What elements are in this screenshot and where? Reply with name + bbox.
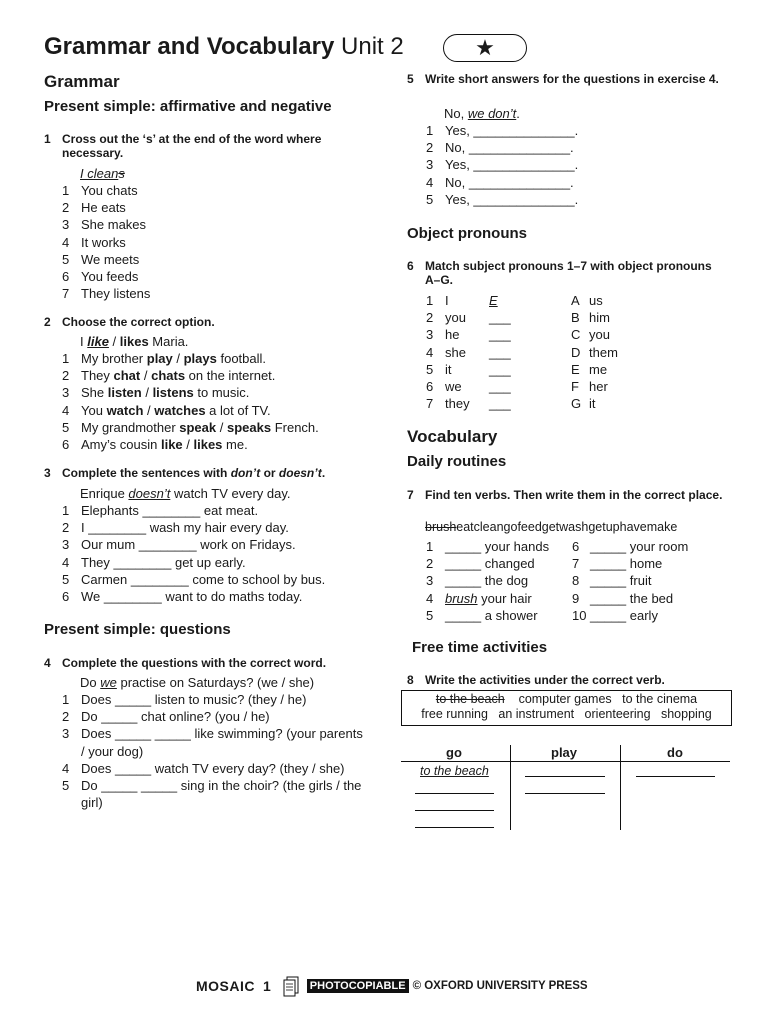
section-daily-routines: Daily routines [407,453,507,470]
column-header-play: play [551,745,578,760]
table-row: 7 they ___ G it [426,396,596,412]
exercise-1 [44,132,364,160]
footer [196,976,588,996]
list-item: 2 They chat / chats on the internet. [62,368,276,384]
table-row: 2 you ___ B him [426,310,610,326]
list-item: 4 No, ______________. [426,174,574,190]
title-unit: Unit 2 [341,33,404,60]
list-item: 7 _____ home [572,556,663,572]
list-item: 5 My grandmother speak / speaks French. [62,419,319,435]
exercise-4-list [62,691,363,811]
column-header-go: go [446,745,462,760]
list-item: 4 It works [62,234,126,250]
exercise-4-instruction: 4 Complete the questions with the correct word. [44,656,327,670]
exercise-4-example: Do we practise on Saturdays? (we / she) [80,675,315,690]
list-item: 3 Our mum ________ work on Fridays. [62,537,296,553]
list-item: 3 She listen / listens to music. [62,385,250,401]
section-object-pronouns: Object pronouns [407,225,527,242]
grammar-heading: Grammar [44,72,120,91]
list-item: girl) [81,795,103,811]
exercise-5-example: No, we don’t. [444,106,520,121]
table-header-rule [401,761,730,762]
list-item: 3 Does _____ _____ like swimming? (your parents [62,726,363,742]
list-item: / your dog) [81,743,144,759]
list-item: 1 Does _____ listen to music? (they / he) [62,692,307,707]
answer-line [415,827,494,828]
list-item: 1 Elephants ________ eat meat. [62,503,259,518]
photocopiable-label: PHOTOCOPIABLE [307,979,409,993]
exercise-3-instruction: 3 Complete the sentences with don’t or doesn’t. [44,466,326,480]
table-divider [510,745,511,830]
exercise-5-instruction: 5 Write short answers for the questions in exercise 4. [407,72,719,86]
list-item: 5 Yes, ______________. [426,191,579,207]
list-item: 3 She makes [62,217,147,233]
list-item: 6 Amy’s cousin like / likes me. [62,436,248,452]
list-item: 2 I ________ wash my hair every day. [62,520,289,536]
publisher-credit: © OXFORD UNIVERSITY PRESS [412,980,588,992]
exercise-1-example: I cleans [80,166,125,181]
exercise-3-example: Enrique doesn’t watch TV every day. [80,486,291,501]
page-title [44,33,404,61]
title-main: Grammar and Vocabulary [44,33,335,60]
list-item: 4 brush your hair [426,590,532,606]
exercise-7-instruction: 7 Find ten verbs. Then write them in the correct place. [407,488,723,502]
go-example-answer: to the beach [420,764,489,778]
list-item: 2 Do _____ chat online? (you / he) [62,709,270,725]
exercise-6-instruction: 6 Match subject pronouns 1–7 with object pronouns A–G. [407,259,712,287]
list-item: 5 Do _____ _____ sing in the choir? (the girls / the [62,777,362,793]
footer-brand: MOSAIC [196,978,255,994]
list-item: 5 We meets [62,251,140,267]
footer-level: 1 [263,978,271,994]
star-icon: ★ [475,35,495,60]
section-questions: Present simple: questions [44,621,231,638]
exercise-8-instruction: 8 Write the activities under the correct verb. [407,673,665,687]
list-item: 5 Carmen ________ come to school by bus. [62,571,326,587]
table-row: 3 he ___ C you [426,327,610,343]
list-item: 4 They ________ get up early. [62,554,246,570]
wordsearch-string: brusheatcleangofeedgetwashgetuphavemake [425,520,678,534]
answer-line [415,810,494,811]
table-row: 4 she ___ D them [426,344,618,360]
answer-line [636,776,715,777]
list-item: 6 You feeds [62,268,139,284]
list-item: 2 _____ changed [426,556,535,572]
answer-line [415,793,494,794]
activity-word-box: to the beach computer games to the cinema free running an instrument orienteering shopping [401,690,732,726]
list-item: 6 _____ your room [572,539,689,554]
table-row: 6 we ___ F her [426,378,608,394]
section-present-simple: Present simple: affirmative and negative [44,98,332,115]
list-item: 9 _____ the bed [572,590,674,606]
exercise-3-list [62,502,325,605]
list-item: 4 You watch / watches a lot of TV. [62,402,271,418]
exercise-1-instruction: 1 Cross out the ‘s’ at the end of the word where necessary. [44,132,322,160]
list-item: 1 Yes, ______________. [426,123,579,138]
list-item: 4 Does _____ watch TV every day? (they / she) [62,760,345,776]
exercise-7-right-list [572,538,688,624]
list-item: 1 You chats [62,183,138,198]
answer-line [525,793,605,794]
exercise-2-example: I like / likes Maria. [80,334,189,349]
exercise-6-table [426,292,618,412]
column-header-do: do [667,745,683,760]
table-row: 1 I E A us [426,293,603,308]
list-item: 5 _____ a shower [426,607,538,623]
list-item: 7 They listens [62,286,151,302]
list-item: 3 Yes, ______________. [426,157,579,173]
list-item: 1 My brother play / plays football. [62,351,267,366]
answer-line [525,776,605,777]
exercise-2-instruction: 2 Choose the correct option. [44,315,215,329]
copy-pages-icon [283,976,299,996]
star-level-badge [443,34,527,62]
list-item: 1 _____ your hands [426,539,550,554]
exercise-5-list [426,122,578,208]
exercise-2-list [62,350,319,453]
list-item: 2 No, ______________. [426,140,574,156]
list-item: 6 We ________ want to do maths today. [62,588,303,604]
list-item: 2 He eats [62,200,126,216]
table-row: 5 it ___ E me [426,361,608,377]
exercise-7-left-list [426,538,549,624]
exercise-1-list [62,182,150,302]
table-divider [620,745,621,830]
list-item: 8 _____ fruit [572,573,652,589]
vocabulary-heading: Vocabulary [407,427,498,446]
list-item: 10 _____ early [572,607,658,623]
list-item: 3 _____ the dog [426,573,529,589]
section-free-time: Free time activities [412,639,548,656]
